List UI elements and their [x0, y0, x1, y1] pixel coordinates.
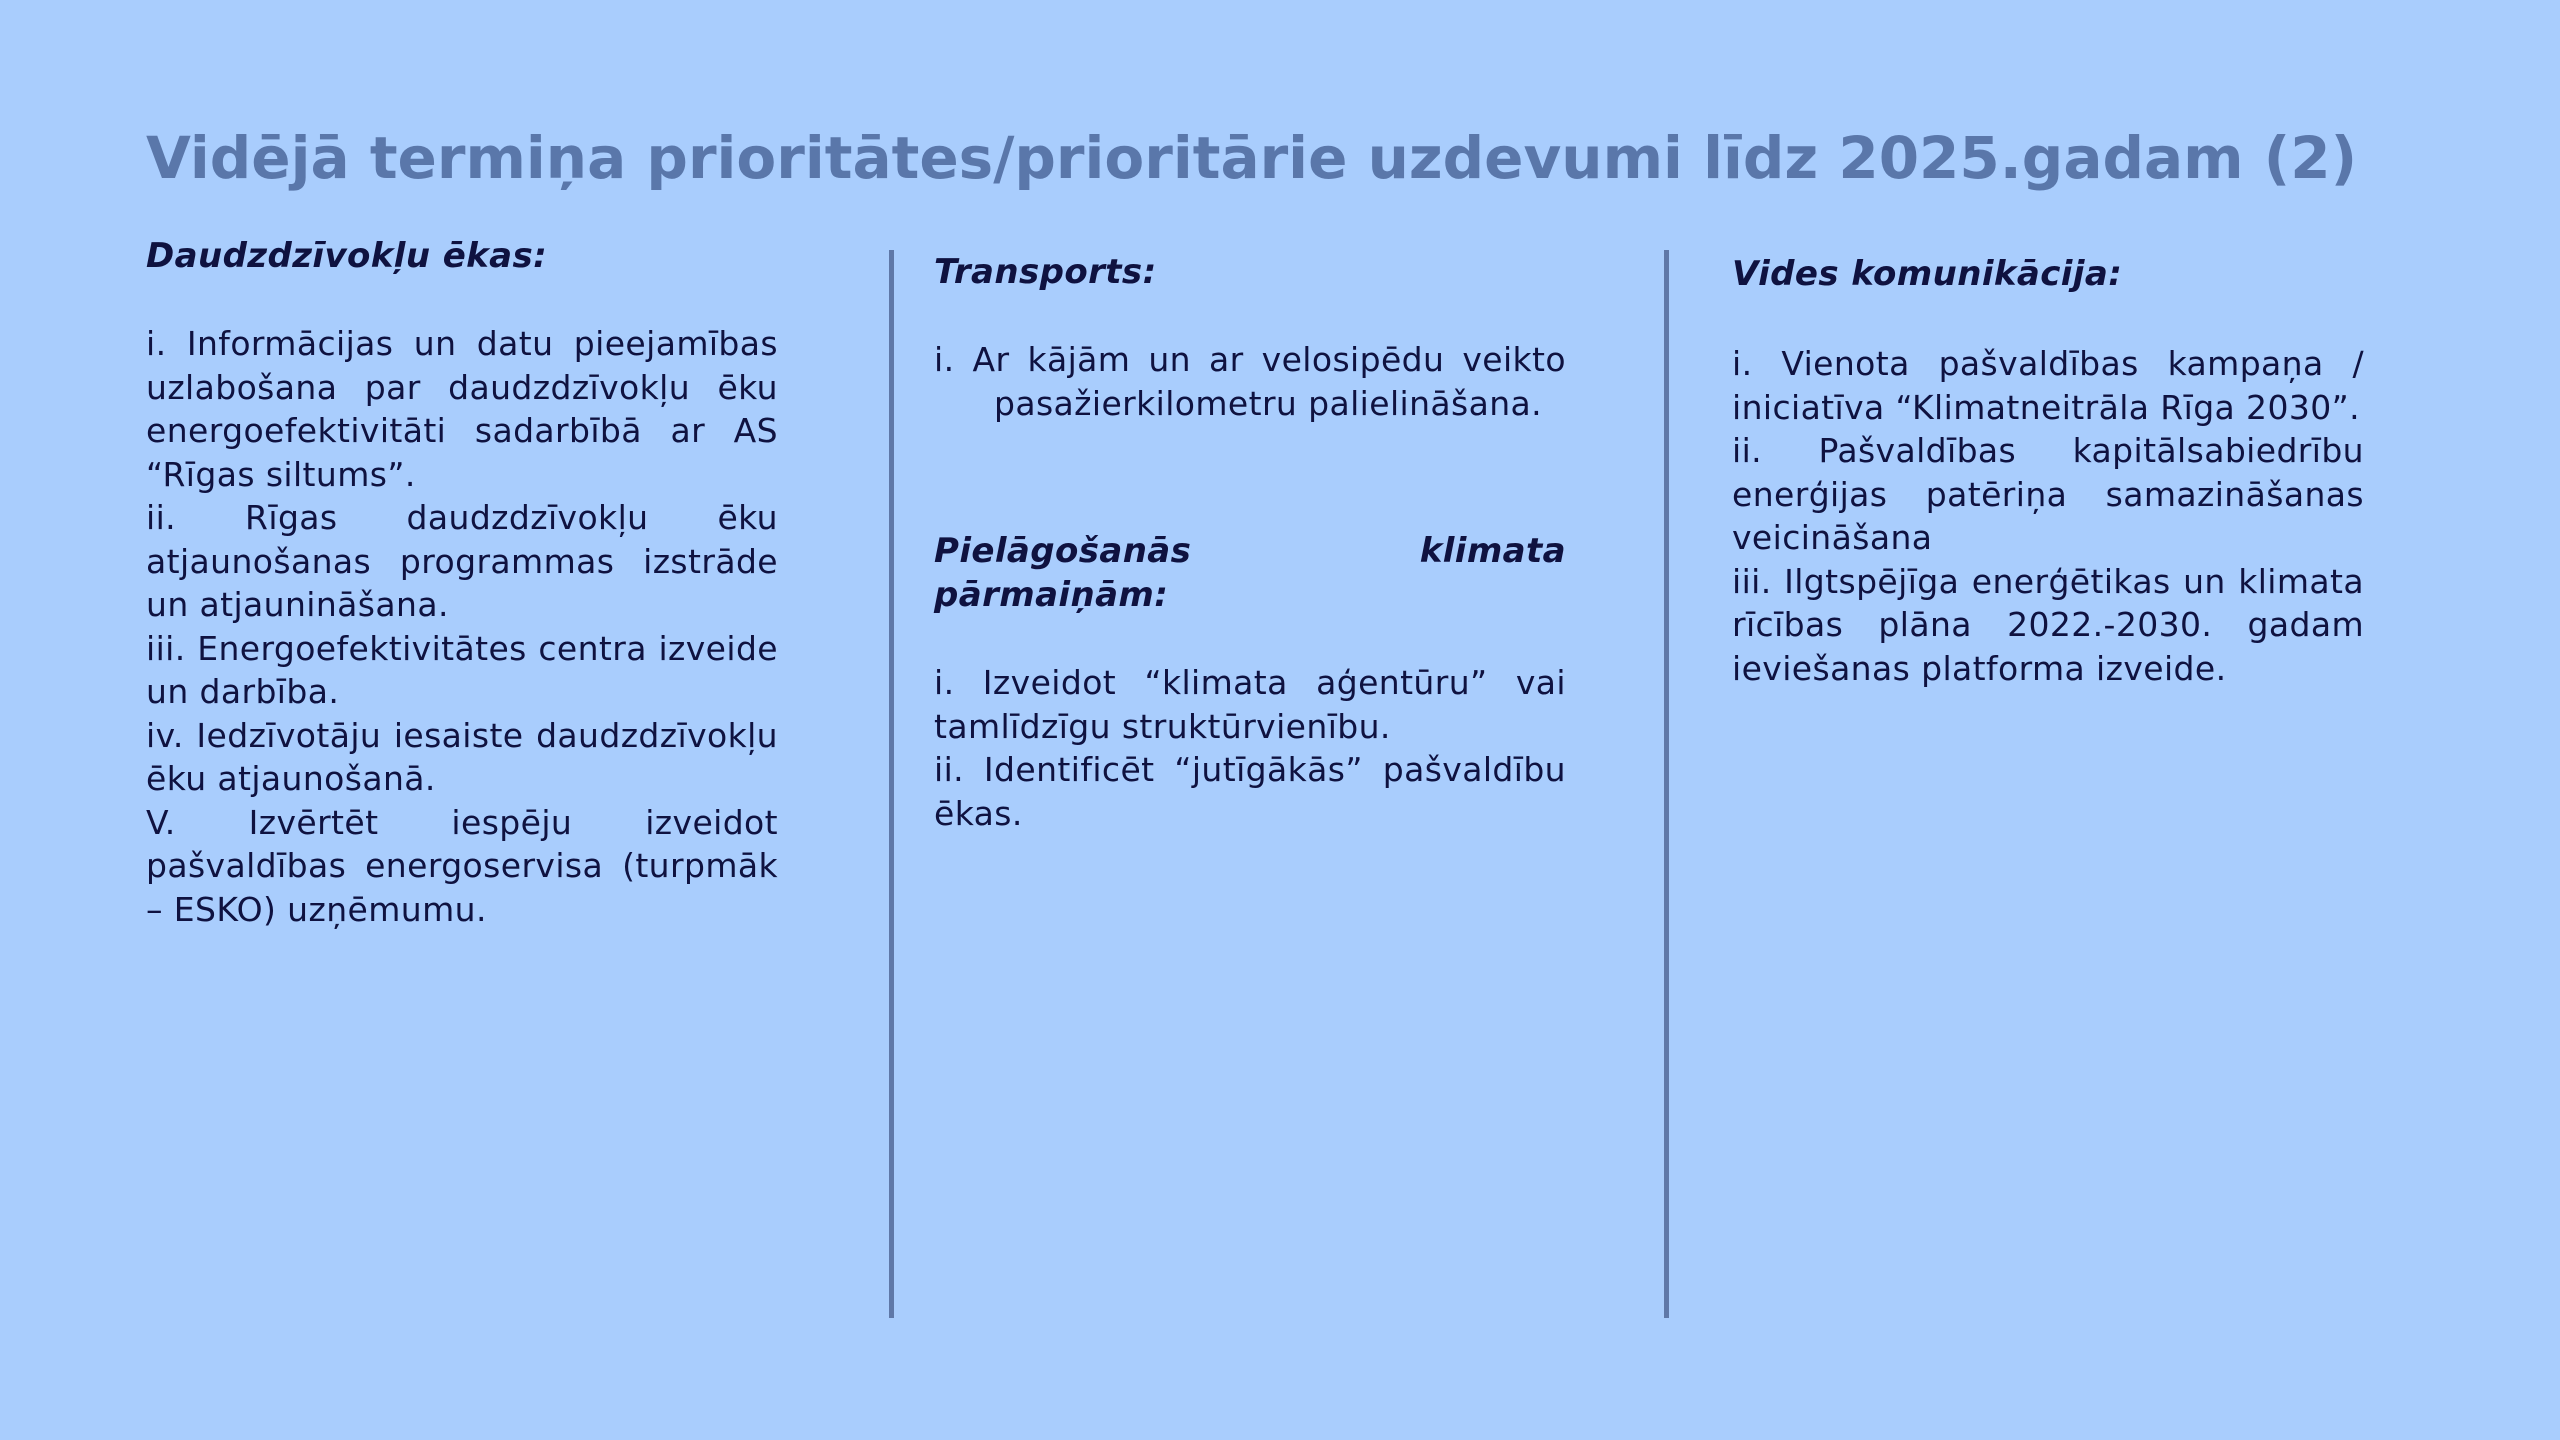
buildings-item-1: i. Informācijas un datu pieejamības uzlabošana par daudzdzīvokļu ēku energoefektivitāti sadarbībā ar AS “Rīgas siltums”.: [146, 324, 778, 494]
column-divider-left: [889, 250, 894, 1318]
slide-title: Vidējā termiņa prioritātes/prioritārie uzdevumi līdz 2025.gadam (2): [146, 124, 2358, 192]
transport-list: [934, 338, 1566, 425]
buildings-item-2: ii. Rīgas daudzdzīvokļu ēku atjaunošanas programmas izstrāde un atjaunināšana.: [146, 498, 778, 624]
buildings-item-4: iv. Iedzīvotāju iesaiste daudzdzīvokļu ēku atjaunošanā.: [146, 715, 778, 798]
communication-heading: Vides komunikācija:: [1732, 254, 2123, 294]
buildings-heading: Daudzdzīvokļu ēkas:: [146, 236, 548, 276]
communication-item-3: iii. Ilgtspējīga enerģētikas un klimata rīcības plāna 2022.-2030. gadam ieviešanas platforma izveide.: [1732, 561, 2364, 688]
column-communication: [1732, 252, 2364, 690]
column-divider-right: [1664, 250, 1669, 1318]
transport-heading: Transports:: [934, 252, 1157, 292]
transport-item-1: i. Ar kājām un ar velosipēdu veikto pasažierkilometru palielināšana.: [934, 340, 1566, 423]
communication-item-2: ii. Pašvaldības kapitālsabiedrību enerģijas patēriņa samazināšanas veicināšana: [1732, 431, 2364, 557]
column-buildings: [146, 234, 778, 931]
column-transport-adaptation: [934, 250, 1566, 835]
adaptation-item-2: ii. Identificēt “jutīgākās” pašvaldību ēkas.: [934, 750, 1566, 833]
adaptation-heading: Pielāgošanās klimata pārmaiņām:: [934, 531, 1566, 615]
buildings-item-5: V. Izvērtēt iespēju izveidot pašvaldības energoservisa (turpmāk – ESKO) uzņēmumu.: [146, 802, 778, 929]
communication-item-1: i. Vienota pašvaldības kampaņa / iniciatīva “Klimatneitrāla Rīga 2030”.: [1732, 344, 2364, 427]
buildings-item-3: iii. Energoefektivitātes centra izveide un darbība.: [146, 628, 778, 711]
adaptation-item-1: i. Izveidot “klimata aģentūru” vai tamlīdzīgu struktūrvienību.: [934, 663, 1566, 746]
